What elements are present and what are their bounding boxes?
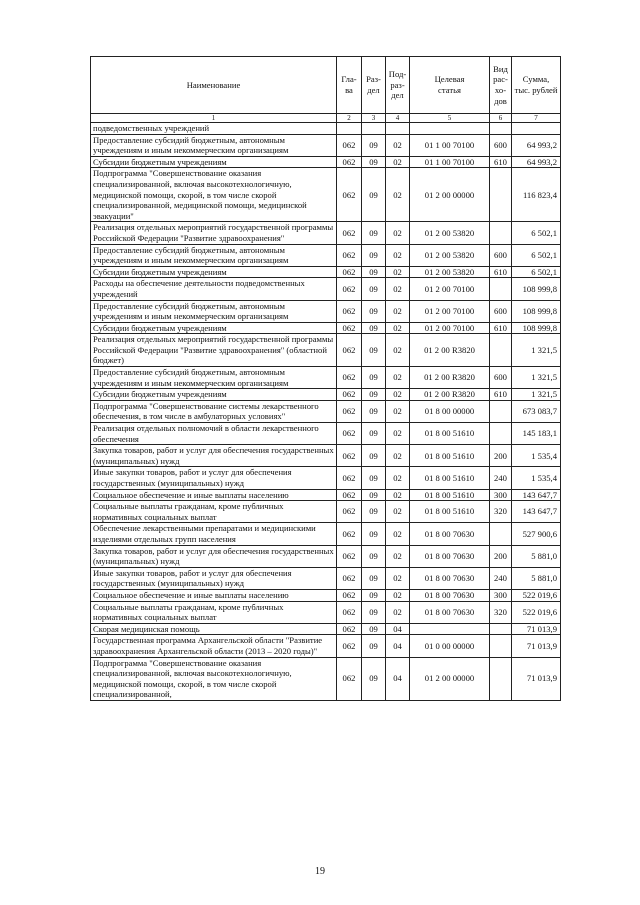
cell-glava: 062 <box>337 445 362 467</box>
cell-razdel <box>362 123 386 135</box>
cell-statya: 01 1 00 70100 <box>410 134 490 156</box>
cell-name: Предоставление субсидий бюджетным, автономным учреждениям и иным некоммерческим организациям <box>91 134 337 156</box>
cell-name: Субсидии бюджетным учреждениям <box>91 322 337 334</box>
cell-statya: 01 8 00 51610 <box>410 467 490 489</box>
cell-summa: 116 823,4 <box>512 168 561 222</box>
header-glava-text: Гла- ва <box>341 74 357 95</box>
cell-glava: 062 <box>337 567 362 589</box>
cell-statya: 01 8 00 00000 <box>410 400 490 422</box>
cell-razdel: 09 <box>362 156 386 168</box>
cell-name: Иные закупки товаров, работ и услуг для обеспечения государственных (муниципальных) нужд <box>91 467 337 489</box>
cell-razdel: 09 <box>362 367 386 389</box>
cell-podrazdel: 02 <box>386 567 410 589</box>
cell-summa: 145 183,1 <box>512 423 561 445</box>
cell-razdel: 09 <box>362 623 386 635</box>
cell-glava: 062 <box>337 222 362 244</box>
cell-vid <box>490 400 512 422</box>
table-row <box>91 389 561 401</box>
cell-summa: 108 999,8 <box>512 322 561 334</box>
table-row <box>91 400 561 422</box>
cell-vid <box>490 623 512 635</box>
header-statya <box>410 57 490 114</box>
cell-statya: 01 8 00 70630 <box>410 601 490 623</box>
table-body <box>91 114 561 701</box>
cell-podrazdel: 02 <box>386 244 410 266</box>
cell-summa: 1 321,5 <box>512 334 561 367</box>
cell-name: Субсидии бюджетным учреждениям <box>91 156 337 168</box>
cell-vid: 600 <box>490 367 512 389</box>
cell-name: Реализация отдельных полномочий в области лекарственного обеспечения <box>91 423 337 445</box>
cell-summa: 6 502,1 <box>512 222 561 244</box>
table-row <box>91 657 561 700</box>
cell-name: Подпрограмма "Совершенствование оказания специализированной, включая высокотехнологичную, медицинской помощи, скорой, в том числе скорой специализированной, медицинской помощи, медицинской эвакуации" <box>91 168 337 222</box>
cell-razdel: 09 <box>362 334 386 367</box>
cell-razdel: 09 <box>362 134 386 156</box>
cell-name: Скорая медицинская помощь <box>91 623 337 635</box>
cell-vid: 320 <box>490 601 512 623</box>
table-row <box>91 134 561 156</box>
table-row <box>91 489 561 501</box>
cell-glava: 062 <box>337 168 362 222</box>
cell-glava: 062 <box>337 322 362 334</box>
cell-podrazdel: 02 <box>386 601 410 623</box>
cell-summa: 6 502,1 <box>512 266 561 278</box>
cell-vid: 240 <box>490 467 512 489</box>
table-row <box>91 168 561 222</box>
header-podrazdel-text: Под- раз- дел <box>388 69 407 101</box>
cell-name: подведомственных учреждений <box>91 123 337 135</box>
cell-glava: 062 <box>337 523 362 545</box>
column-number: 4 <box>386 114 410 123</box>
cell-vid: 300 <box>490 589 512 601</box>
cell-statya: 01 0 00 00000 <box>410 635 490 657</box>
cell-vid: 200 <box>490 545 512 567</box>
cell-name: Социальное обеспечение и иные выплаты населению <box>91 489 337 501</box>
table-row <box>91 244 561 266</box>
cell-summa: 522 019,6 <box>512 589 561 601</box>
header-summa-text: Сумма, тыс. рублей <box>514 74 558 95</box>
cell-podrazdel: 02 <box>386 222 410 244</box>
table-row <box>91 589 561 601</box>
cell-glava: 062 <box>337 300 362 322</box>
cell-name: Обеспечение лекарственными препаратами и медицинскими изделиями отдельных групп населения <box>91 523 337 545</box>
cell-summa: 71 013,9 <box>512 635 561 657</box>
cell-vid <box>490 523 512 545</box>
cell-name: Закупка товаров, работ и услуг для обеспечения государственных (муниципальных) нужд <box>91 545 337 567</box>
cell-vid: 610 <box>490 156 512 168</box>
cell-razdel: 09 <box>362 400 386 422</box>
cell-razdel: 09 <box>362 244 386 266</box>
cell-vid <box>490 168 512 222</box>
cell-statya: 01 8 00 51610 <box>410 489 490 501</box>
cell-podrazdel <box>386 123 410 135</box>
table-row <box>91 501 561 523</box>
cell-razdel: 09 <box>362 501 386 523</box>
page-number: 19 <box>315 866 325 877</box>
cell-name: Субсидии бюджетным учреждениям <box>91 266 337 278</box>
cell-glava: 062 <box>337 334 362 367</box>
table-row <box>91 222 561 244</box>
cell-podrazdel: 02 <box>386 134 410 156</box>
cell-podrazdel: 02 <box>386 467 410 489</box>
cell-glava: 062 <box>337 389 362 401</box>
cell-podrazdel: 02 <box>386 489 410 501</box>
cell-podrazdel: 02 <box>386 367 410 389</box>
cell-glava: 062 <box>337 278 362 300</box>
table-row <box>91 523 561 545</box>
cell-razdel: 09 <box>362 589 386 601</box>
cell-name: Государственная программа Архангельской области "Развитие здравоохранения Архангельской области (2013 – 2020 годы)" <box>91 635 337 657</box>
cell-razdel: 09 <box>362 278 386 300</box>
cell-name: Подпрограмма "Совершенствование оказания специализированной, включая высокотехнологичную, медицинской помощи, скорой, в том числе скорой специализированной, <box>91 657 337 700</box>
cell-summa: 673 083,7 <box>512 400 561 422</box>
header-razdel <box>362 57 386 114</box>
cell-statya: 01 2 00 70100 <box>410 322 490 334</box>
column-number: 7 <box>512 114 561 123</box>
table-row <box>91 467 561 489</box>
cell-razdel: 09 <box>362 657 386 700</box>
cell-summa: 527 900,6 <box>512 523 561 545</box>
table-row <box>91 334 561 367</box>
cell-vid <box>490 278 512 300</box>
cell-statya: 01 2 00 00000 <box>410 657 490 700</box>
cell-summa: 71 013,9 <box>512 657 561 700</box>
cell-vid: 610 <box>490 266 512 278</box>
cell-name: Предоставление субсидий бюджетным, автономным учреждениям и иным некоммерческим организациям <box>91 367 337 389</box>
cell-name: Расходы на обеспечение деятельности подведомственных учреждений <box>91 278 337 300</box>
cell-razdel: 09 <box>362 300 386 322</box>
cell-podrazdel: 02 <box>386 300 410 322</box>
cell-podrazdel: 02 <box>386 266 410 278</box>
cell-name: Иные закупки товаров, работ и услуг для обеспечения государственных (муниципальных) нужд <box>91 567 337 589</box>
cell-vid: 600 <box>490 134 512 156</box>
header-podrazdel <box>386 57 410 114</box>
cell-podrazdel: 02 <box>386 589 410 601</box>
cell-razdel: 09 <box>362 523 386 545</box>
column-number: 6 <box>490 114 512 123</box>
cell-name: Подпрограмма "Совершенствование системы лекарственного обеспечения, в том числе в амбулаторных условиях" <box>91 400 337 422</box>
cell-vid: 200 <box>490 445 512 467</box>
cell-razdel: 09 <box>362 635 386 657</box>
table-row <box>91 367 561 389</box>
cell-razdel: 09 <box>362 222 386 244</box>
header-razdel-text: Раз- дел <box>366 74 381 95</box>
cell-vid <box>490 657 512 700</box>
cell-statya: 01 2 00 00000 <box>410 168 490 222</box>
cell-razdel: 09 <box>362 423 386 445</box>
cell-statya: 01 2 00 70100 <box>410 300 490 322</box>
cell-podrazdel: 02 <box>386 501 410 523</box>
cell-glava: 062 <box>337 244 362 266</box>
cell-razdel: 09 <box>362 168 386 222</box>
cell-statya: 01 2 00 53820 <box>410 222 490 244</box>
table-row <box>91 567 561 589</box>
cell-summa: 143 647,7 <box>512 489 561 501</box>
table-row <box>91 635 561 657</box>
cell-statya: 01 8 00 70630 <box>410 567 490 589</box>
header-vid-text: Вид рас- хо- дов <box>493 63 508 106</box>
cell-razdel: 09 <box>362 601 386 623</box>
cell-podrazdel: 02 <box>386 278 410 300</box>
cell-razdel: 09 <box>362 445 386 467</box>
cell-podrazdel: 02 <box>386 156 410 168</box>
cell-glava: 062 <box>337 635 362 657</box>
cell-statya: 01 2 00 53820 <box>410 244 490 266</box>
cell-podrazdel: 02 <box>386 334 410 367</box>
table-row <box>91 266 561 278</box>
cell-glava: 062 <box>337 367 362 389</box>
cell-glava: 062 <box>337 489 362 501</box>
cell-razdel: 09 <box>362 467 386 489</box>
cell-statya: 01 2 00 70100 <box>410 278 490 300</box>
cell-glava: 062 <box>337 156 362 168</box>
cell-statya: 01 8 00 70630 <box>410 523 490 545</box>
cell-podrazdel: 02 <box>386 523 410 545</box>
cell-summa: 108 999,8 <box>512 278 561 300</box>
budget-table-sheet <box>90 56 560 701</box>
cell-podrazdel: 02 <box>386 168 410 222</box>
cell-summa: 5 881,0 <box>512 545 561 567</box>
cell-vid <box>490 635 512 657</box>
table-row <box>91 423 561 445</box>
cell-glava: 062 <box>337 545 362 567</box>
cell-podrazdel: 02 <box>386 445 410 467</box>
cell-glava: 062 <box>337 134 362 156</box>
header-name-text: Наименование <box>186 79 241 90</box>
cell-statya <box>410 123 490 135</box>
column-number-row <box>91 114 561 123</box>
cell-podrazdel: 02 <box>386 545 410 567</box>
cell-name: Социальные выплаты гражданам, кроме публичных нормативных социальных выплат <box>91 601 337 623</box>
cell-glava: 062 <box>337 266 362 278</box>
cell-statya: 01 8 00 51610 <box>410 501 490 523</box>
cell-vid: 320 <box>490 501 512 523</box>
cell-razdel: 09 <box>362 322 386 334</box>
cell-razdel: 09 <box>362 489 386 501</box>
table-row <box>91 322 561 334</box>
table-row <box>91 445 561 467</box>
column-number: 5 <box>410 114 490 123</box>
cell-statya: 01 1 00 70100 <box>410 156 490 168</box>
cell-razdel: 09 <box>362 389 386 401</box>
cell-vid <box>490 123 512 135</box>
header-name <box>91 57 337 114</box>
cell-statya: 01 8 00 70630 <box>410 545 490 567</box>
cell-podrazdel: 04 <box>386 657 410 700</box>
cell-summa: 5 881,0 <box>512 567 561 589</box>
cell-glava: 062 <box>337 467 362 489</box>
cell-summa: 522 019,6 <box>512 601 561 623</box>
column-number: 1 <box>91 114 337 123</box>
table-row <box>91 545 561 567</box>
cell-podrazdel: 02 <box>386 322 410 334</box>
cell-statya: 01 8 00 51610 <box>410 445 490 467</box>
cell-name: Предоставление субсидий бюджетным, автономным учреждениям и иным некоммерческим организациям <box>91 244 337 266</box>
budget-table <box>90 56 561 701</box>
cell-statya: 01 2 00 53820 <box>410 266 490 278</box>
cell-podrazdel: 02 <box>386 423 410 445</box>
column-number: 2 <box>337 114 362 123</box>
cell-podrazdel: 02 <box>386 400 410 422</box>
cell-statya <box>410 623 490 635</box>
cell-vid: 600 <box>490 300 512 322</box>
table-row <box>91 601 561 623</box>
cell-statya: 01 2 00 R3820 <box>410 389 490 401</box>
cell-glava: 062 <box>337 423 362 445</box>
header-glava <box>337 57 362 114</box>
cell-podrazdel: 04 <box>386 635 410 657</box>
cell-summa: 143 647,7 <box>512 501 561 523</box>
cell-statya: 01 8 00 70630 <box>410 589 490 601</box>
header-vid <box>490 57 512 114</box>
cell-summa: 1 321,5 <box>512 389 561 401</box>
cell-vid: 610 <box>490 322 512 334</box>
cell-podrazdel: 04 <box>386 623 410 635</box>
cell-name: Закупка товаров, работ и услуг для обеспечения государственных (муниципальных) нужд <box>91 445 337 467</box>
cell-statya: 01 2 00 R3820 <box>410 334 490 367</box>
cell-summa: 64 993,2 <box>512 134 561 156</box>
header-summa <box>512 57 561 114</box>
column-number: 3 <box>362 114 386 123</box>
cell-name: Субсидии бюджетным учреждениям <box>91 389 337 401</box>
cell-summa: 6 502,1 <box>512 244 561 266</box>
table-row <box>91 278 561 300</box>
cell-razdel: 09 <box>362 567 386 589</box>
cell-summa: 1 535,4 <box>512 467 561 489</box>
cell-statya: 01 8 00 51610 <box>410 423 490 445</box>
cell-summa <box>512 123 561 135</box>
cell-podrazdel: 02 <box>386 389 410 401</box>
cell-razdel: 09 <box>362 266 386 278</box>
cell-vid <box>490 423 512 445</box>
cell-name: Реализация отдельных мероприятий государственной программы Российской Федерации "Развитие здравоохранения" <box>91 222 337 244</box>
table-row <box>91 123 561 135</box>
table-row <box>91 623 561 635</box>
table-row <box>91 156 561 168</box>
cell-vid: 240 <box>490 567 512 589</box>
cell-glava: 062 <box>337 657 362 700</box>
cell-glava: 062 <box>337 623 362 635</box>
header-statya-text: Целевая статья <box>434 74 465 95</box>
cell-glava: 062 <box>337 601 362 623</box>
cell-summa: 71 013,9 <box>512 623 561 635</box>
cell-glava: 062 <box>337 501 362 523</box>
table-row <box>91 300 561 322</box>
cell-vid: 610 <box>490 389 512 401</box>
cell-name: Социальное обеспечение и иные выплаты населению <box>91 589 337 601</box>
cell-glava: 062 <box>337 400 362 422</box>
cell-vid: 600 <box>490 244 512 266</box>
cell-name: Предоставление субсидий бюджетным, автономным учреждениям и иным некоммерческим организациям <box>91 300 337 322</box>
cell-name: Реализация отдельных мероприятий государственной программы Российской Федерации "Развитие здравоохранения" (областной бюджет) <box>91 334 337 367</box>
cell-vid <box>490 222 512 244</box>
cell-statya: 01 2 00 R3820 <box>410 367 490 389</box>
cell-summa: 64 993,2 <box>512 156 561 168</box>
cell-summa: 1 535,4 <box>512 445 561 467</box>
cell-summa: 1 321,5 <box>512 367 561 389</box>
cell-name: Социальные выплаты гражданам, кроме публичных нормативных социальных выплат <box>91 501 337 523</box>
cell-razdel: 09 <box>362 545 386 567</box>
cell-glava: 062 <box>337 589 362 601</box>
header-row <box>91 57 561 114</box>
cell-vid <box>490 334 512 367</box>
cell-glava <box>337 123 362 135</box>
cell-vid: 300 <box>490 489 512 501</box>
cell-summa: 108 999,8 <box>512 300 561 322</box>
